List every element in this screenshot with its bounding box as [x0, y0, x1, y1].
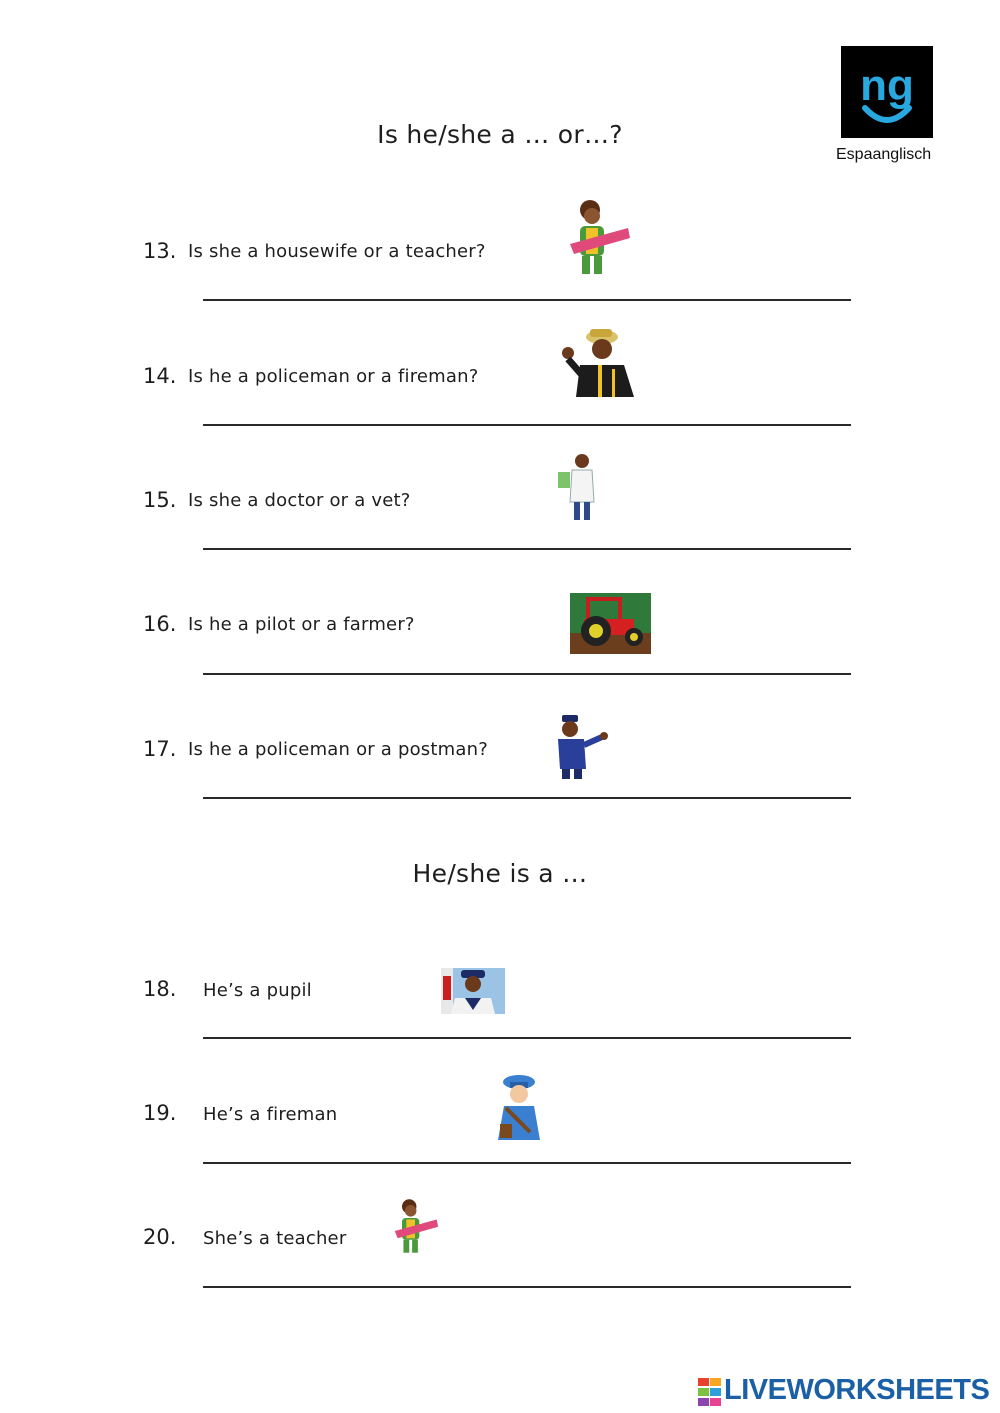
- statement-text: She’s a teacher: [203, 1228, 347, 1249]
- question-number: 17.: [143, 737, 177, 761]
- statement-text: He’s a pupil: [203, 980, 312, 1001]
- answer-line[interactable]: [203, 673, 851, 675]
- question-text: Is she a doctor or a vet?: [188, 490, 411, 511]
- statement-text: He’s a fireman: [203, 1104, 338, 1125]
- question-number: 14.: [143, 364, 177, 388]
- answer-line[interactable]: [203, 1286, 851, 1288]
- liveworksheets-brand: LIVEWORKSHEETS: [724, 1374, 990, 1406]
- pilot-illustration: [441, 968, 505, 1018]
- postman-illustration: [496, 1074, 542, 1146]
- question-number: 16.: [143, 612, 177, 636]
- question-number: 13.: [143, 239, 177, 263]
- answer-line[interactable]: [203, 797, 851, 799]
- policeman-illustration: [556, 713, 608, 783]
- answer-line[interactable]: [203, 424, 851, 426]
- question-text: Is he a policeman or a postman?: [188, 739, 488, 760]
- question-number: 15.: [143, 488, 177, 512]
- statement-number: 20.: [143, 1225, 177, 1249]
- teacher-illustration: [389, 1197, 441, 1259]
- doctor-illustration: [556, 452, 598, 526]
- statement-number: 19.: [143, 1101, 177, 1125]
- question-text: Is he a policeman or a fireman?: [188, 366, 479, 387]
- question-text: Is he a pilot or a farmer?: [188, 614, 415, 635]
- teacher-illustration: [562, 198, 634, 280]
- svg-text:ng: ng: [860, 61, 914, 110]
- logo-caption: Espaanglisch: [836, 146, 932, 163]
- liveworksheets-icon: [698, 1378, 722, 1410]
- answer-line[interactable]: [203, 548, 851, 550]
- answer-line[interactable]: [203, 1037, 851, 1039]
- section-title-statements: He/she is a …: [412, 859, 588, 888]
- answer-line[interactable]: [203, 1162, 851, 1164]
- fireman-illustration: [560, 325, 636, 401]
- section-title-questions: Is he/she a … or…?: [377, 120, 623, 149]
- statement-number: 18.: [143, 977, 177, 1001]
- tractor-illustration: [570, 593, 651, 658]
- question-text: Is she a housewife or a teacher?: [188, 241, 486, 262]
- answer-line[interactable]: [203, 299, 851, 301]
